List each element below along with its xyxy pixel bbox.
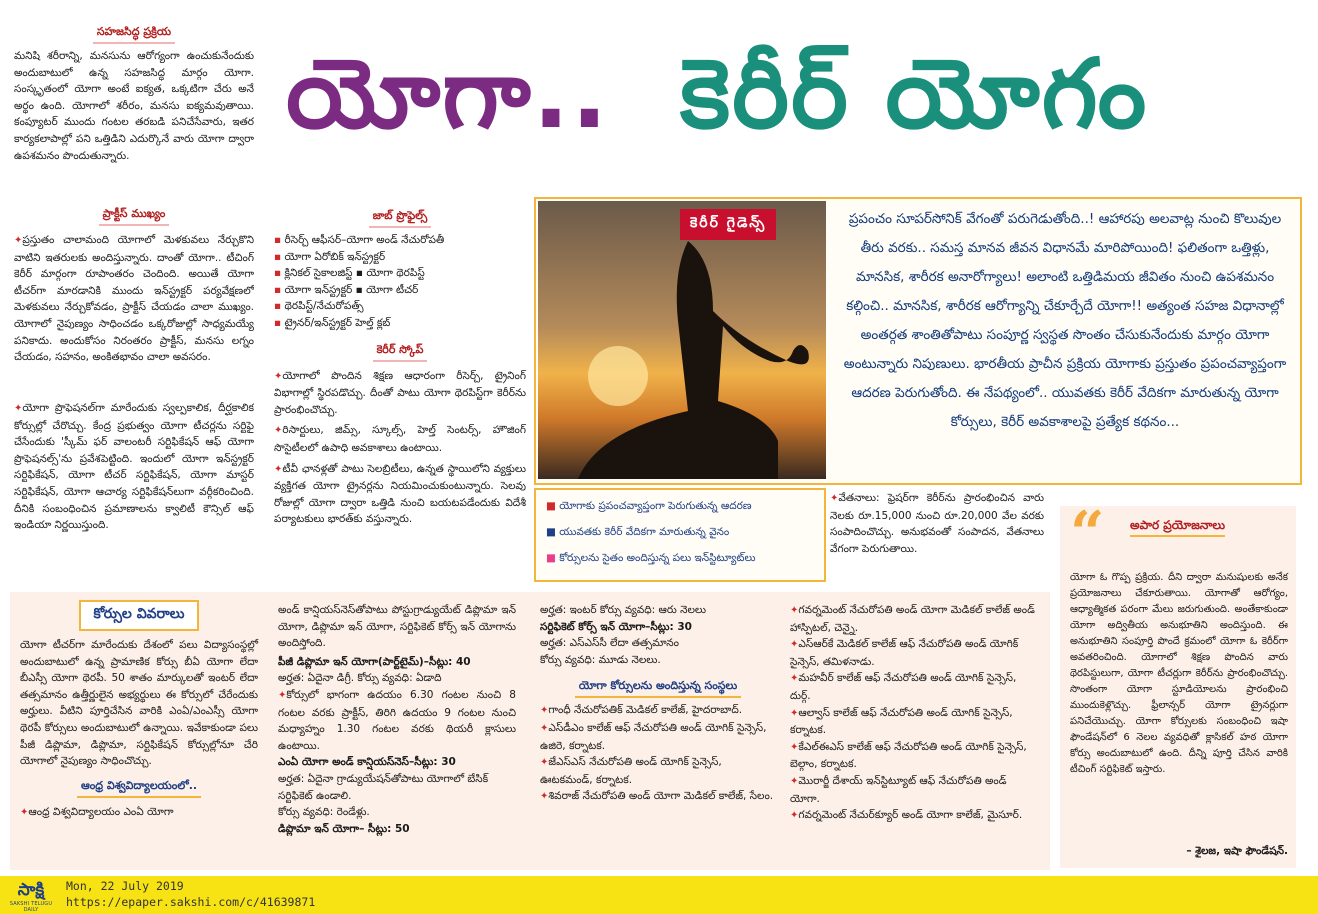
col1 bbox=[14, 20, 254, 580]
paragraph: ✦ ప్రస్తుతం చాలామంది యోగాలో మెళకువలు నేర్చుకొని వాటిని ఇతరులకు అందిస్తున్నారు. దాంతో యోగా.. టీచింగ్ కెరీర్ మార్గంగా రూపాంతరం చెందింది. అయితే యోగా టీచర్‌గా మారడానికి ముందు ఇన్‌స్ట్రక్టర్ పర్యవేక్షణలో మెళకువలు నేర్చుకోవడం, ప్రాక్టీస్ చేయడం చాలా ముఖ్యం. యోగాలో నైపుణ్యం సాధించడం ఒక్కరోజుల్లో సాధ్యమయ్యే పనికాదు. అందుకోసం నిరంతరం ప్రాక్టీస్, మనసు లగ్నం చేయడం, సహనం, అంకితభావం చాలా అవసరం. bbox=[14, 232, 254, 394]
course-heading: సర్టిఫికెట్ కోర్స్ ఇన్ యోగా–సీట్లు: 30 bbox=[540, 620, 692, 633]
salary-text: ✦ వేతనాలు: ఫ్రెషర్‌గా కెరీర్‌ను ప్రారంభించిన వారు నెలకు రూ.15,000 నుంచి రూ.20,000 వేల వరకు సంపాదించొచ్చు. అనుభవంతో సంపాదన, వేతనాలు వేగంగా పెరుగుతాయి. bbox=[830, 490, 1044, 557]
paragraph: ✦ యోగా ప్రొఫెషనల్‌గా మారేందుకు స్వల్పకాలిక, దీర్ఘకాలిక కోర్సుల్లో చేరొచ్చు. కేంద్ర ప్రభుత్వం యోగా టీచర్లను సర్టిఫై చేసేందుకు 'స్కీమ్ ఫర్ వాలంటరీ సర్టిఫికేషన్ ఆఫ్ యోగా ప్రొఫెషనల్స్'ను ప్రవేశపెట్టింది. ఇందులో యోగా ఇన్‌స్ట్రక్టర్ సర్టిఫికేషన్, యోగా టీచర్ సర్టిఫికేషన్, యోగా మాస్టర్ సర్టిఫికేషన్, యోగా ఆచార్య సర్టిఫికేషన్‌లుగా వర్గీకరించింది. దీనికి సంబంధించిన ప్రమాణాలను క్వాలిటీ కౌన్సిల్ ఆఫ్ ఇండియా నిర్ణయిస్తుంది. bbox=[14, 400, 254, 580]
section-title: సహజసిద్ధ ప్రక్రియ bbox=[93, 25, 175, 44]
course-heading: డిప్లొమా ఇన్ యోగా– సీట్లు: 50 bbox=[278, 822, 410, 835]
paragraph: ✦ కోర్సులో భాగంగా ఉదయం 6.30 గంటల నుంచి 8 గంటల వరకు ప్రాక్టీస్, తిరిగి ఉదయం 9 గంటల నుంచి మధ్యాహ్నం 1.30 గంటల వరకు థియరీ క్లాసులు ఉంటాయి. bbox=[278, 687, 516, 754]
job-profiles-list bbox=[274, 232, 526, 332]
section-title: ఆంధ్ర విశ్వవిద్యాలయంలో.. bbox=[77, 779, 201, 798]
institute-item: ✦ మహవీర్ కాలేజ్ ఆఫ్ నేచురోపతి అండ్ యోగిక్ సైన్సెస్, దుర్గ్. bbox=[790, 670, 1038, 704]
logo-subtext: SAKSHI TELUGU DAILY bbox=[9, 901, 53, 913]
attribution: – శైలజ, ఇషా ఫౌండేషన్. bbox=[1186, 845, 1288, 858]
paragraph: అండ్ కాన్షియస్‌నెస్‌తోపాటు పోస్టుగ్రాడ్యుయేట్ డిప్లొమా ఇన్ యోగా, డిప్లొమా ఇన్ యోగా, సర్టిఫికెట్ కోర్స్ ఇన్ యోగాను అందిస్తోంది. bbox=[278, 604, 516, 650]
courses-title: కోర్సుల వివరాలు bbox=[79, 600, 198, 631]
institute-item: ✦ ఎస్‌డీఎం కాలేజ్ ఆఫ్ నేచురోపతి అండ్ యోగిక్ సైన్సెస్, ఉజిరె, కర్నాటక. bbox=[540, 720, 776, 754]
institute-item: ✦ మొరార్జీ దేశాయ్ ఇన్‌స్టిట్యూట్ ఆఫ్ నేచురోపతి అండ్ యోగా. bbox=[790, 773, 1038, 807]
highlight-item: ■ కోర్సులను సైతం అందిస్తున్న పలు ఇన్‌స్టిట్యూట్‌లు bbox=[546, 552, 756, 564]
institute-item: ✦ ఆల్వాస్ కాలేజ్ ఆఫ్ నేచురోపతి అండ్ యోగిక్ సైన్సెస్, కర్నాటక. bbox=[790, 705, 1038, 739]
paragraph: ✦ యోగాలో పొందిన శిక్షణ ఆధారంగా రీసెర్చ్, ట్రైనింగ్ విభాగాల్లో స్థిరపడొచ్చు. దీంతో పాటు యోగా థెరపిస్ట్‌గా కెరీర్‌ను ప్రారంభించొచ్చు. bbox=[274, 368, 526, 419]
list-item: ▪ ట్రైనర్/ఇన్‌స్ట్రక్టర్ హెల్త్ క్లబ్ bbox=[274, 316, 391, 329]
institute-item: ✦ ఎస్ఆర్‌కే మెడికల్ కాలేజ్ ఆఫ్ నేచురోపతి అండ్ యోగిక్ సైన్సెస్, తమిళనాడు. bbox=[790, 636, 1038, 670]
course-eligibility: అర్హత: ఇంటర్ కోర్సు వ్యవధి: ఆరు నెలలు bbox=[540, 604, 706, 616]
yoga-photo bbox=[538, 201, 826, 479]
course-duration: కోర్సు వ్యవధి: రెండేళ్లు. bbox=[278, 806, 370, 819]
institute-item: ✦ శివరాజ్ నేచురోపతి అండ్ యోగా మెడికల్ కాలేజ్, సేలం. bbox=[540, 788, 776, 806]
highlight-item: ■ యోగాకు ప్రపంచవ్యాప్తంగా పెరుగుతున్న ఆదరణ bbox=[546, 500, 752, 512]
highlight-item: ■ యువతకు కెరీర్ వేదికగా మారుతున్న వైనం bbox=[546, 526, 730, 538]
bullet-icon: ■ bbox=[546, 552, 560, 564]
headline-part2: కెరీర్ యోగం bbox=[680, 38, 1149, 150]
section-title: కెరీర్ స్కోప్ bbox=[373, 343, 428, 362]
section-title: ప్రాక్టీస్ ముఖ్యం bbox=[99, 207, 170, 226]
institute-item: ✦ గాంధీ నేచురోపతిక్ మెడికల్ కాలేజ్, హైదరాబాద్. bbox=[540, 702, 776, 720]
source-url[interactable]: https://epaper.sakshi.com/c/41639871 bbox=[66, 895, 316, 909]
course-duration: కోర్సు వ్యవధి: మూడు నెలలు. bbox=[540, 653, 661, 666]
paragraph: మనిషి శరీరాన్ని, మనసును ఆరోగ్యంగా ఉంచుకునేందుకు అందుబాటులో ఉన్న సహజసిద్ధ మార్గం యోగా. సంస్కృతంలో యోగా అంటే ఐక్యత, ఒక్కటిగా చేరు అనే అర్థం ఉంది. యోగాలో శరీరం, మనసు ఐక్యమవుతాయి. కంప్యూటర్ ముందు గంటల తరబడి పనిచేసేవారు, ఇతర కార్యకలాపాల్లో పని ఒత్తిడిని ఎదుర్కొనే వారు యోగా ద్వారా ఉపశమనం పొందుతున్నారు. bbox=[14, 50, 254, 162]
institute-item: ✦ జేఎస్ఎస్ నేచురోపతి అండ్ యోగిక్ సైన్సెస్, ఊటకమండ్, కర్నాటక. bbox=[540, 754, 776, 788]
paragraph: యోగా టీచర్‌గా మారేందుకు దేశంలో పలు విద్యాసంస్థల్లో అందుబాటులో ఉన్న ప్రామాణిక కోర్సు బీఏ యోగా లేదా బీఎస్సీ యోగా థెరపీ. 50 శాతం మార్కులతో ఇంటర్ లేదా తత్సమానం ఉత్తీర్ణులైన అభ్యర్థులు ఈ కోర్సులో చేరేందుకు అర్హులు. వీటిని పూర్తిచేసిన వారికి ఎంఏ/ఎంఎస్సీ యోగా థెరపీ కోర్సులు అందుబాటులో ఉన్నాయి. ఇవేకాకుండా పలు పీజీ డిప్లొమా, డిప్లొమా, సర్టిఫికేషన్ కోర్సుల్లోనూ చేరి యోగాలో నైపుణ్యం సాధించొచ్చు. bbox=[20, 639, 258, 768]
paragraph: యోగా ఓ గొప్ప ప్రక్రియ. దీని ద్వారా మనుషులకు అనేక ప్రయోజనాలు చేకూరుతాయి. యోగాతో ఆరోగ్యం, ఆధ్యాత్మికత పరంగా మేలు జరుగుతుంది. అంతేకాకుండా యోగా అద్వితీయ అనుభూతిని అందిస్తుంది. ఈ అనుభూతిని సంపూర్తి పొందే క్రమంలో యోగా ఓ కెరీర్‌గా అవతరించింది. యోగాలో శిక్షణ పొందిన వారు థెరపిస్టులుగా, యోగా టీచర్లుగా కెరీర్‌ను ప్రారంభించొచ్చు. సొంతంగా యోగా స్టూడియోలను ప్రారంభించి ముందుకెళ్లొచ్చు. ఫ్రీలాన్సర్ యోగా ట్రైనర్లుగా పనిచేయొచ్చు. యోగా కోర్సులకు సంబంధించి ఇషా ఫౌండేషన్‌లో 6 నెలల వ్యవధితో క్లాసికల్ హఠ యోగా కోర్సు అందుబాటులో ఉంది. దీన్ని పూర్తి చేసిన వారికి టీచింగ్ సర్టిఫికెట్ ఇస్తారు. bbox=[1070, 572, 1288, 775]
benefits-box bbox=[1060, 499, 1296, 868]
course-eligibility: అర్హత: ఏదైనా గ్రాడ్యుయేషన్‌తోపాటు యోగాలో బేసిక్ సర్టిఫికెట్ ఉండాలి. bbox=[278, 772, 489, 802]
col2 bbox=[274, 204, 526, 545]
section-title: జాబ్ ప్రొఫైల్స్ bbox=[369, 209, 431, 228]
courses-col4 bbox=[790, 602, 1038, 825]
courses-col1 bbox=[20, 600, 258, 821]
course-eligibility: అర్హత: ఎస్ఎస్‌సీ లేదా తత్సమానం bbox=[540, 637, 679, 650]
institute-item: ✦ గవర్నమెంట్ నేచురోపతి అండ్ యోగా మెడికల్ కాలేజ్ అండ్ హాస్పిటల్, చెన్నై. bbox=[790, 602, 1038, 636]
intro-text: ప్రపంచం సూపర్‌సోనిక్ వేగంతో పరుగెడుతోంది..! ఆహారపు అలవాట్ల నుంచి కొలువుల తీరు వరకు.. సమస్త మానవ జీవన విధానమే మారిపోయింది! ఫలితంగా ఒత్తిళ్లు, మానసిక, శారీరక అనారోగ్యాలు! అలాంటి ఒత్తిడిమయ జీవితం నుంచి ఉపశమనం కల్గించి.. మానసిక, శారీరక ఆరోగ్యాన్ని చేకూర్చేదే యోగా!! అత్యంత సహజ విధానాల్లో అంతర్గత శాంతితోపాటు సంపూర్ణ స్వస్థత సొంతం చేసుకునేందుకు మార్గం యోగా అంటున్నారు నిపుణులు. భారతీయ ప్రాచీన ప్రక్రియ యోగాకు ప్రస్తుతం ప్రపంచవ్యాప్తంగా ఆదరణ పెరుగుతోంది. ఈ నేపథ్యంలో.. యువతకు కెరీర్ వేదికగా మారుతున్న యోగా కోర్సులు, కెరీర్ అవకాశాలపై ప్రత్యేక కథనం... bbox=[843, 211, 1287, 430]
course-eligibility: అర్హత: ఏదైనా డిగ్రీ. కోర్సు వ్యవధి: ఏడాది bbox=[278, 672, 442, 685]
quote-icon: “ bbox=[1070, 499, 1105, 569]
courses-col3 bbox=[540, 602, 776, 806]
paragraph: ✦ ఆంధ్ర విశ్వవిద్యాలయం ఎంఏ యోగా bbox=[20, 804, 258, 822]
edition-date: Mon, 22 July 2019 bbox=[66, 879, 184, 893]
list-item: ▪ యోగా ఇన్‌స్ట్రక్టర్ ▪ యోగా టీచర్ bbox=[274, 283, 419, 296]
list-item: ▪ థెరపిస్ట్/నేచురోపత్స్ bbox=[274, 300, 364, 313]
logo-text: సాక్షి bbox=[17, 880, 45, 900]
institute-item: ✦ కేఎల్ఈఎస్ కాలేజ్ ఆఫ్ నేచురోపతి అండ్ యోగిక్ సైన్సెస్, బెల్గాం, కర్నాటక. bbox=[790, 739, 1038, 773]
list-item: ▪ క్లినికల్ సైకాలజిస్ట్ ▪ యోగా థెరపిస్ట్ bbox=[274, 267, 425, 280]
sakshi-logo bbox=[4, 879, 58, 911]
course-heading: పీజీ డిప్లొమా ఇన్ యోగా(పార్ట్‌టైమ్)–సీట్లు: 40 bbox=[278, 655, 471, 668]
paragraph: ✦ టీవీ ఛానళ్లతో పాటు సెలబ్రిటీలు, ఉన్నత స్థాయిలోని వ్యక్తులు వ్యక్తిగత యోగా ట్రైనర్లను నియమించుకుంటున్నారు. సెలవు రోజుల్లో యోగా ద్వారా ఒత్తిడి నుంచి బయటపడేందుకు విదేశీ పర్యాటకులు భారత్‌కు వస్తున్నారు. bbox=[274, 461, 526, 545]
paragraph: ✦ రిసార్టులు, జిమ్స్, స్కూల్స్, హెల్త్ సెంటర్స్, హౌజింగ్ సొసైటీలలో ఉపాధి అవకాశాలు ఉంటాయి. bbox=[274, 422, 526, 456]
bullet-icon: ■ bbox=[546, 526, 560, 538]
course-heading: ఎంఏ యోగా అండ్ కాన్షియస్‌నెస్–సీట్లు: 30 bbox=[278, 756, 456, 769]
list-item: ▪ యోగా ఏరోబిక్ ఇన్‌స్ట్రక్టర్ bbox=[274, 250, 386, 263]
career-guidance-badge: కెరీర్ గైడెన్స్ bbox=[680, 209, 776, 240]
footer-bar bbox=[0, 876, 1318, 914]
headline-part1: యోగా.. bbox=[286, 38, 610, 150]
list-item: ▪ రీసెర్చ్ ఆఫీసర్–యోగా అండ్ నేచురోపతీ bbox=[274, 234, 445, 246]
institute-item: ✦ గవర్నమెంట్ నేచుర్‌క్యూర్ అండ్ యోగా కాలేజ్, మైసూర్. bbox=[790, 807, 1038, 825]
benefits-title: అపార ప్రయోజనాలు bbox=[1130, 518, 1225, 537]
highlights-box bbox=[534, 488, 826, 582]
section-title: యోగా కోర్సులను అందిస్తున్న సంస్థలు bbox=[575, 679, 741, 698]
courses-col2 bbox=[278, 602, 516, 837]
bullet-icon: ■ bbox=[546, 500, 560, 512]
feature-box bbox=[534, 197, 1302, 485]
meditation-silhouette bbox=[538, 201, 826, 479]
